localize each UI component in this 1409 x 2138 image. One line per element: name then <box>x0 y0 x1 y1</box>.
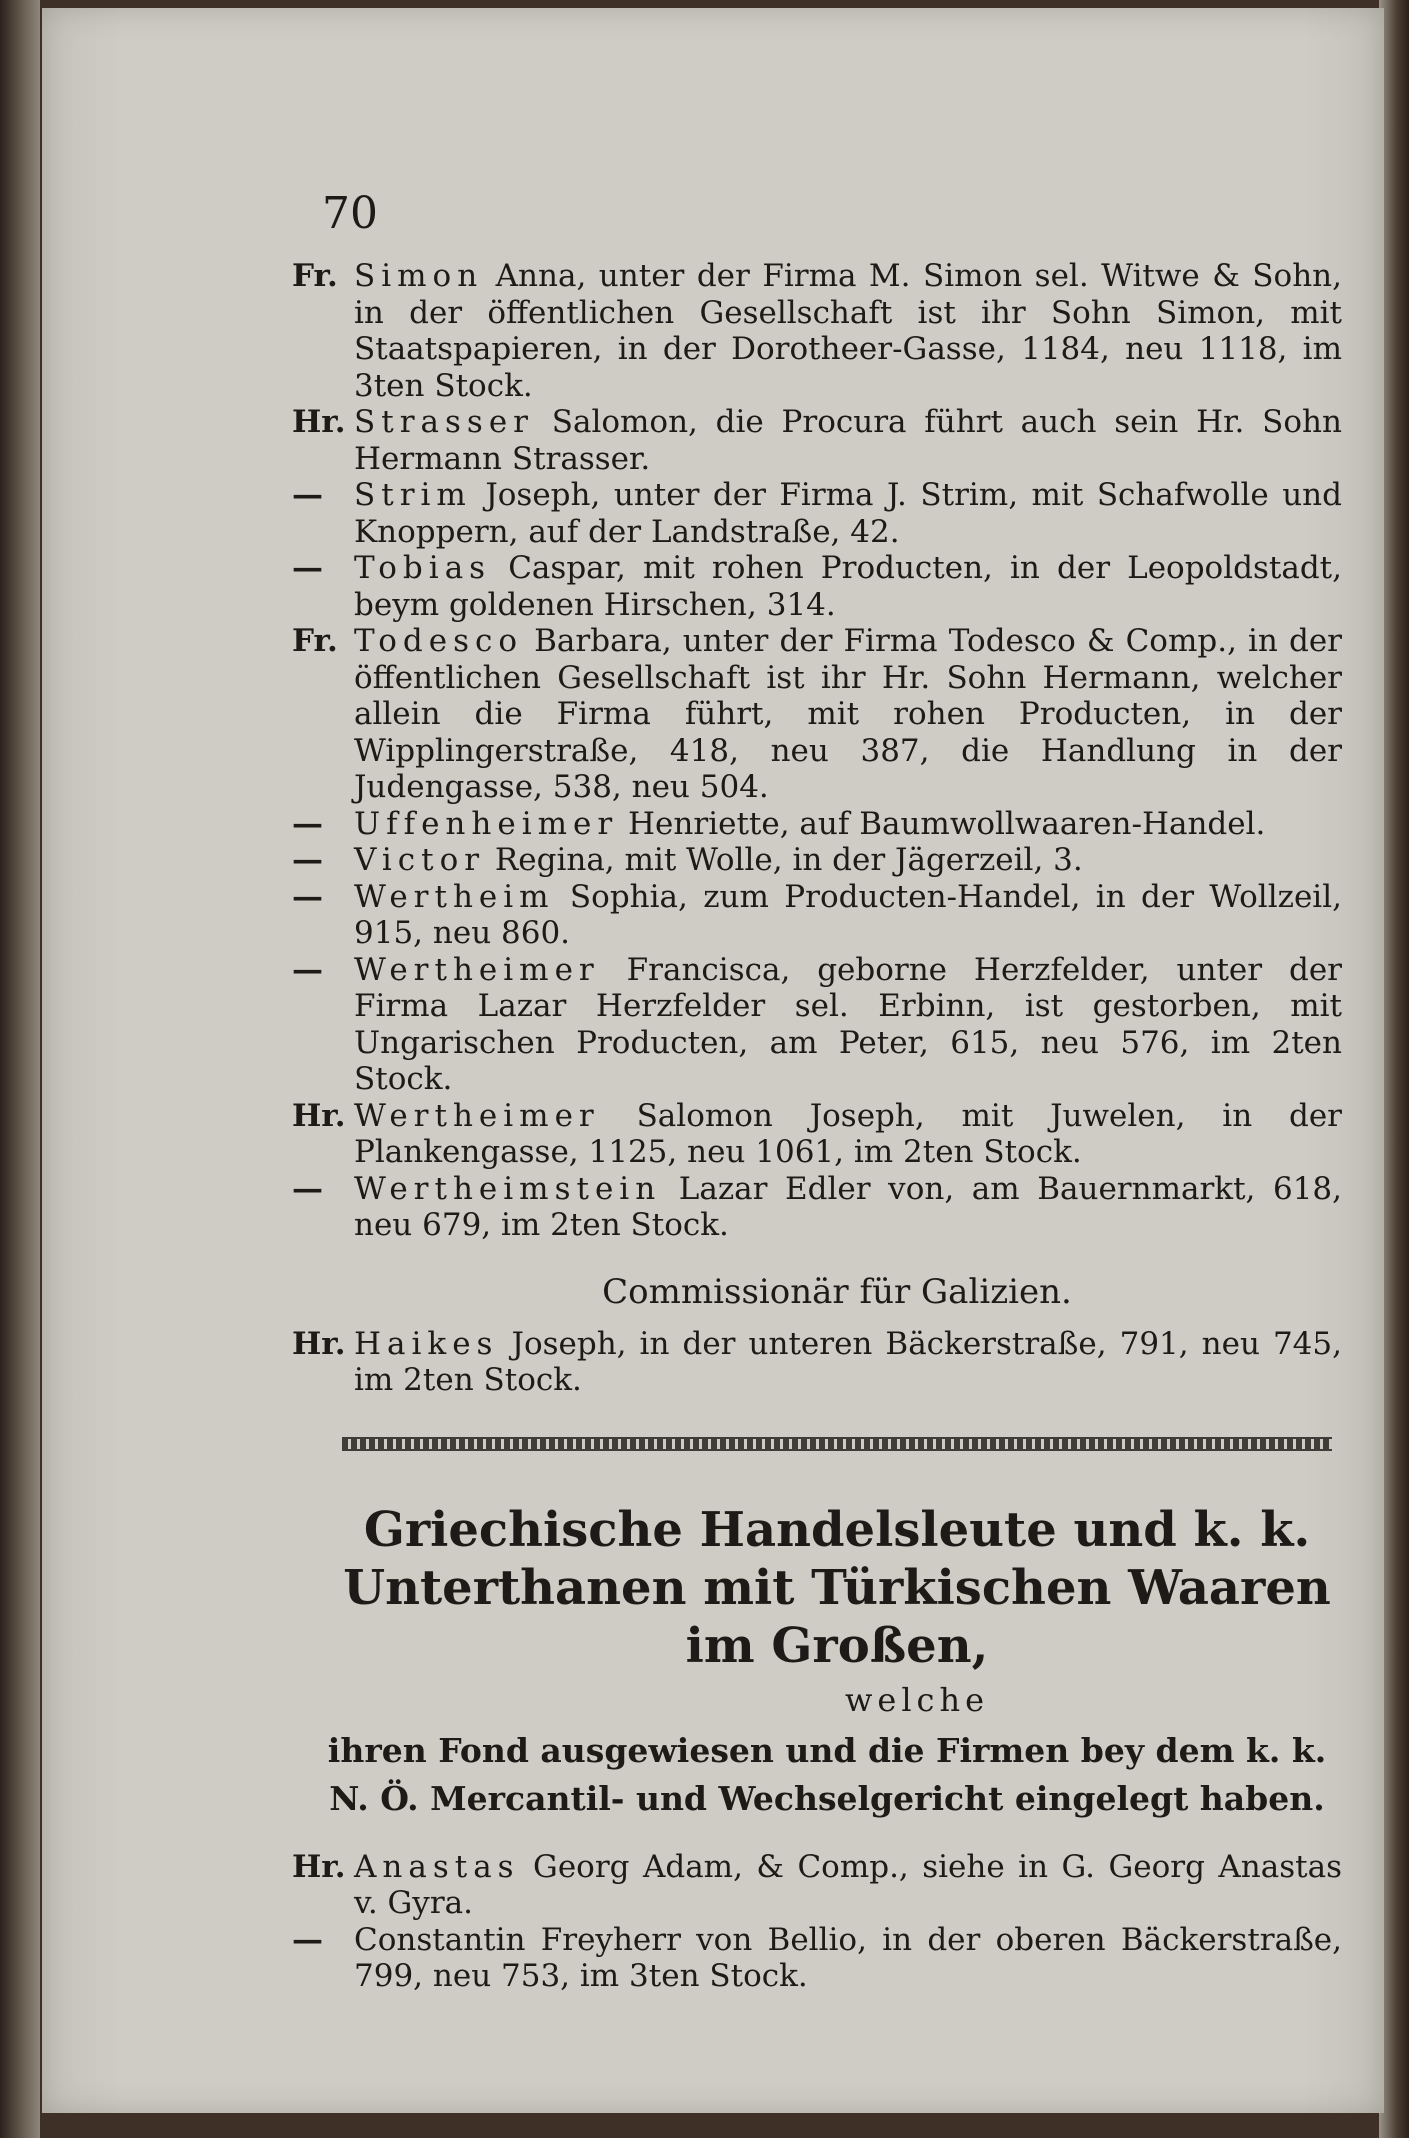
entry-surname: Todesco <box>354 623 524 659</box>
entry-list-commissioner <box>292 1326 1342 1399</box>
entry-surname: Uffenheimer <box>354 805 619 842</box>
list-item <box>292 404 1342 477</box>
entry-prefix: Fr. <box>292 623 338 659</box>
list-item <box>292 879 1342 952</box>
entry-prefix: — <box>292 1921 323 1958</box>
entry-text <box>354 1098 1342 1171</box>
entry-details: Joseph, unter der Firma J. Strim, mit Schafwolle und Knoppern, auf der Landstraße, 42. <box>354 477 1342 550</box>
entry-prefix: — <box>292 1170 323 1207</box>
entry-details: Sophia, zum Producten-Handel, in der Wollzeil, 915, neu 860. <box>354 878 1342 951</box>
entry-prefix: Fr. <box>292 258 338 294</box>
entry-details: Georg Adam, & Comp., siehe in G. Georg Anastas v. Gyra. <box>354 1848 1342 1921</box>
entry-details: Salomon, die Procura führt auch sein Hr. Sohn Hermann Strasser. <box>354 404 1342 477</box>
book-page <box>42 8 1384 2113</box>
entry-details: Caspar, mit rohen Producten, in der Leopoldstadt, beym goldenen Hirschen, 314. <box>354 550 1342 623</box>
entry-surname: Haikes <box>354 1325 499 1362</box>
list-item <box>292 1922 1342 1995</box>
entry-text <box>354 1326 1342 1399</box>
list-item <box>292 258 1342 404</box>
entry-details: Barbara, unter der Firma Todesco & Comp., in der öffentlichen Gesellschaft ist ihr Hr. Sohn Hermann, welcher allein die Firma führt, mit rohen Producten, in der Wipplingerstraße, 418, neu 387, die Handlung in der Judengasse, 538, neu 504. <box>354 623 1342 805</box>
entry-list-merchants <box>292 258 1342 1244</box>
entry-list-greek <box>292 1849 1342 1995</box>
entry-details: Regina, mit Wolle, in der Jägerzeil, 3. <box>485 842 1083 878</box>
entry-text <box>354 879 1342 952</box>
entry-text <box>354 806 1342 843</box>
entry-details: Salomon Joseph, mit Juwelen, in der Plankengasse, 1125, neu 1061, im 2ten Stock. <box>354 1097 1342 1170</box>
entry-text <box>354 404 1342 477</box>
entry-surname: Wertheimer <box>354 1097 600 1134</box>
entry-surname: Wertheim <box>354 878 555 915</box>
list-item <box>292 1171 1342 1244</box>
entry-prefix: — <box>292 842 323 878</box>
entry-text <box>354 477 1342 550</box>
entry-surname: Tobias <box>354 550 492 586</box>
entry-surname: Wertheimstein <box>354 1170 662 1207</box>
entry-text <box>354 952 1342 1098</box>
entry-prefix: — <box>292 878 323 915</box>
entry-prefix: Hr. <box>292 1848 346 1885</box>
page-number: 70 <box>322 188 378 239</box>
entry-text <box>354 550 1342 623</box>
entry-details: Francisca, geborne Herzfelder, unter der Firma Lazar Herzfelder sel. Erbinn, ist gestorben, mit Ungarischen Producten, am Peter, 615, neu 576, im 2ten Stock. <box>354 951 1342 1097</box>
entry-details: Constantin Freyherr von Bellio, in der oberen Bäckerstraße, 799, neu 753, im 3ten Stock. <box>354 1921 1342 1994</box>
entry-surname: Anastas <box>354 1848 520 1885</box>
ornamental-divider <box>342 1437 1332 1451</box>
entry-surname: Strasser <box>354 404 534 440</box>
entry-text <box>354 1922 1342 1995</box>
entry-prefix: — <box>292 477 323 513</box>
book-binding-left <box>0 0 40 2138</box>
list-item <box>292 550 1342 623</box>
entry-surname: Simon <box>354 258 484 294</box>
entry-details: Lazar Edler von, am Bauernmarkt, 618, neu 679, im 2ten Stock. <box>354 1170 1342 1243</box>
entry-details: Henriette, auf Baumwollwaaren-Handel. <box>618 805 1266 842</box>
list-item <box>292 842 1342 879</box>
list-item <box>292 1326 1342 1399</box>
section-welche: welche <box>844 1680 990 1719</box>
list-item <box>292 806 1342 843</box>
subheading: Commissionär für Galizien. <box>602 1271 1072 1312</box>
entry-text <box>354 1171 1342 1244</box>
entry-prefix: — <box>292 550 323 586</box>
list-item <box>292 952 1342 1098</box>
list-item <box>292 623 1342 806</box>
entry-prefix: Hr. <box>292 404 346 440</box>
list-item <box>292 477 1342 550</box>
entry-surname: Strim <box>354 477 472 513</box>
page-content <box>292 188 1342 1995</box>
section-title: Griechische Handelsleute und k. k. Unterthanen mit Türkischen Waaren im Großen, <box>343 1501 1331 1674</box>
list-item <box>292 1849 1342 1922</box>
entry-text <box>354 1849 1342 1922</box>
entry-text <box>354 842 1342 879</box>
entry-text <box>354 258 1342 404</box>
section-note: ihren Fond ausgewiesen und die Firmen bey dem k. k. N. Ö. Mercantil- und Wechselgericht eingelegt haben. <box>327 1730 1327 1818</box>
entry-prefix: — <box>292 805 323 842</box>
entry-prefix: Hr. <box>292 1097 346 1134</box>
entry-details: Anna, unter der Firma M. Simon sel. Witwe & Sohn, in der öffentlichen Gesellschaft ist ihr Sohn Simon, mit Staatspapieren, in der Dorotheer-Gasse, 1184, neu 1118, im 3ten Stock. <box>354 258 1342 404</box>
entry-prefix: — <box>292 951 323 988</box>
entry-surname: Wertheimer <box>354 951 600 988</box>
entry-surname: Victor <box>354 842 486 878</box>
entry-details: Joseph, in der unteren Bäckerstraße, 791, neu 745, im 2ten Stock. <box>354 1325 1342 1398</box>
entry-text <box>354 623 1342 806</box>
entry-prefix: Hr. <box>292 1325 346 1362</box>
list-item <box>292 1098 1342 1171</box>
